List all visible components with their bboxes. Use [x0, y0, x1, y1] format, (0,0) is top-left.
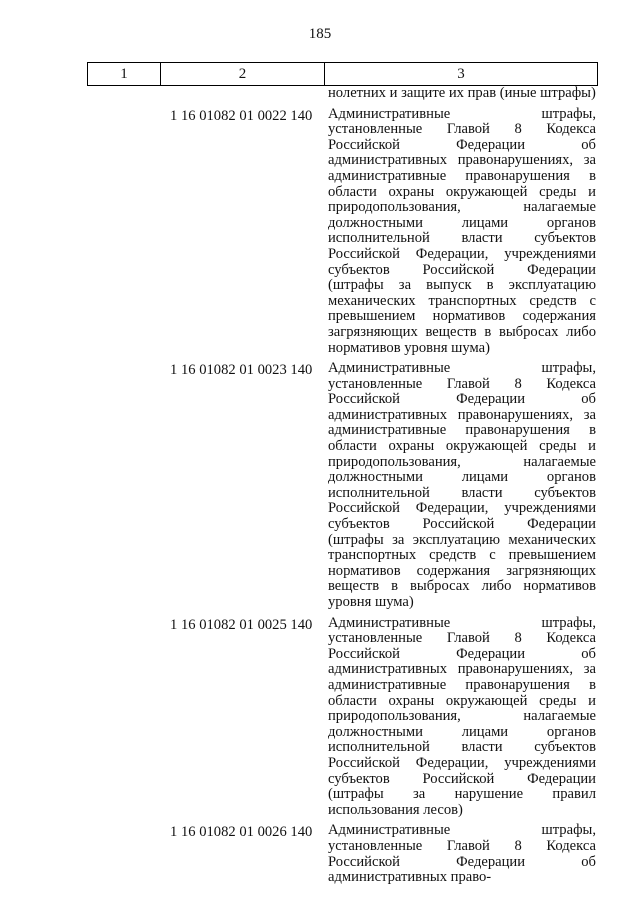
budget-code: 1 16 01082 01 0025 140 — [170, 616, 313, 633]
table-body — [0, 86, 640, 886]
budget-code: 1 16 01082 01 0026 140 — [170, 824, 313, 841]
header-col-3: 3 — [457, 65, 465, 82]
budget-code: 1 16 01082 01 0022 140 — [170, 107, 313, 124]
page-number: 185 — [308, 26, 332, 42]
table-row — [0, 616, 640, 819]
budget-code: 1 16 01082 01 0023 140 — [170, 362, 313, 379]
row-description: Административные штрафы, установленные Главой 8 Кодекса Российской Федерации об административных правонарушениях, за административные правонарушения в области охраны окружающей среды и природопользования, налагаемые должностными лицами органов исполнительной власти субъектов Российской Федерации, учреждениями субъектов Российской Федерации (штрафы за эксплуатацию механических транспортных средств с превышением нормативов содержания загрязняющих веществ в выбросах либо нормативов уровня шума) — [328, 360, 596, 610]
table-row — [0, 86, 640, 102]
header-col-1: 1 — [88, 63, 161, 85]
row-description: Административные штрафы, установленные Главой 8 Кодекса Российской Федерации об административных правонарушениях, за административные правонарушения в области охраны окружающей среды и природопользования, налагаемые должностными лицами органов исполнительной власти субъектов Российской Федерации, учреждениями субъектов Российской Федерации (штрафы за выпуск в эксплуатацию механических транспортных средств с превышением нормативов содержания загрязняющих веществ в выбросах либо нормативов уровня шума) — [328, 105, 596, 356]
table-row — [0, 361, 640, 611]
row-description: Административные штрафы, установленные Главой 8 Кодекса Российской Федерации об административных правонарушениях, за административные правонарушения в области охраны окружающей среды и природопользования, налагаемые должностными лицами органов исполнительной власти субъектов Российской Федерации, учреждениями субъектов Российской Федерации (штрафы за нарушение правил использования лесов) — [328, 614, 596, 818]
table-header — [87, 62, 598, 86]
header-col-2: 2 — [161, 63, 325, 85]
row-description: нолетних и защите их прав (иные штрафы) — [328, 85, 596, 101]
table-row — [0, 823, 640, 885]
row-description: Административные штрафы, установленные Главой 8 Кодекса Российской Федерации об административных право- — [328, 822, 596, 886]
table-row — [0, 107, 640, 357]
